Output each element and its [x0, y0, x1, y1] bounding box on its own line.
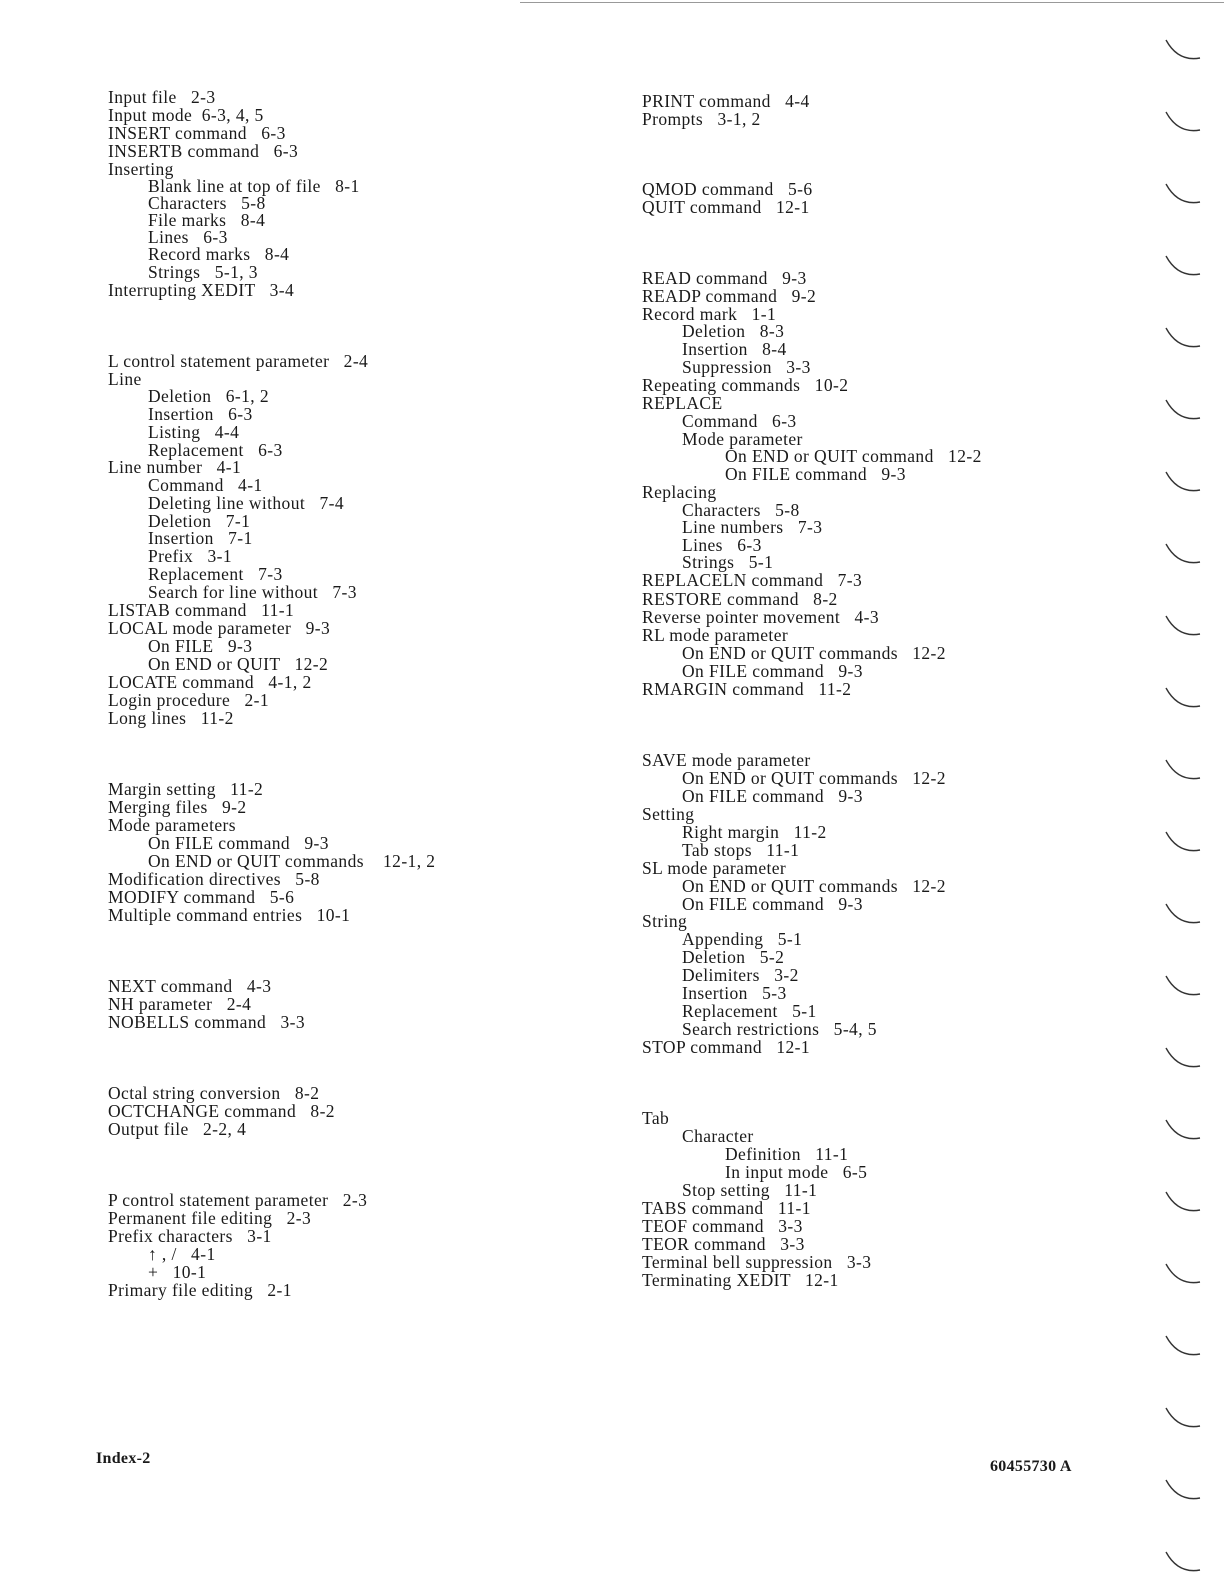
- binding-edge-marks: [1160, 0, 1224, 1580]
- index-entry: TEOF command 3-3: [642, 1216, 803, 1236]
- index-entry: MODIFY command 5-6: [108, 887, 295, 907]
- index-entry: Margin setting 11-2: [108, 779, 264, 799]
- index-entry: LISTAB command 11-1: [108, 600, 295, 620]
- index-subentry: On FILE command 9-3: [725, 464, 906, 484]
- index-subentry: Prefix 3-1: [148, 546, 233, 566]
- index-entry: STOP command 12-1: [642, 1037, 811, 1057]
- index-entry: INSERT command 6-3: [108, 123, 286, 143]
- binding-curve: [1166, 616, 1200, 635]
- index-entry: Merging files 9-2: [108, 797, 247, 817]
- index-entry: LOCATE command 4-1, 2: [108, 672, 312, 692]
- index-entry: Octal string conversion 8-2: [108, 1083, 320, 1103]
- index-entry: L control statement parameter 2-4: [108, 351, 369, 371]
- index-subentry: Suppression 3-3: [682, 357, 811, 377]
- index-entry: Permanent file editing 2-3: [108, 1208, 312, 1228]
- index-subentry: Replacement 7-3: [148, 564, 283, 584]
- index-subentry: Deletion 8-3: [682, 321, 785, 341]
- index-entry: Setting: [642, 804, 695, 824]
- index-entry: NOBELLS command 3-3: [108, 1012, 305, 1032]
- index-subentry: Delimiters 3-2: [682, 965, 799, 985]
- index-entry: LOCAL mode parameter 9-3: [108, 618, 331, 638]
- binding-curve: [1166, 112, 1200, 131]
- index-subentry: Right margin 11-2: [682, 822, 827, 842]
- index-subentry: On FILE 9-3: [148, 636, 253, 656]
- index-entry: OCTCHANGE command 8-2: [108, 1101, 335, 1121]
- index-entry: RL mode parameter: [642, 625, 789, 645]
- binding-curve: [1166, 1264, 1200, 1283]
- index-subentry: Blank line at top of file 8-1: [148, 176, 360, 196]
- index-subentry: Line numbers 7-3: [682, 517, 823, 537]
- index-subentry: In input mode 6-5: [725, 1162, 868, 1182]
- index-subentry: Deletion 7-1: [148, 511, 251, 531]
- binding-curve: [1166, 976, 1200, 995]
- index-subentry: ↑ , / 4-1: [148, 1244, 216, 1264]
- index-subentry: Definition 11-1: [725, 1144, 849, 1164]
- binding-curve: [1166, 544, 1200, 563]
- index-subentry: File marks 8-4: [148, 210, 266, 230]
- index-entry: Line: [108, 369, 142, 389]
- index-entry: Primary file editing 2-1: [108, 1280, 292, 1300]
- index-entry: Input mode 6-3, 4, 5: [108, 105, 264, 125]
- index-entry: Login procedure 2-1: [108, 690, 269, 710]
- index-subentry: On END or QUIT commands 12-1, 2: [148, 851, 436, 871]
- index-subentry: Characters 5-8: [682, 500, 800, 520]
- index-entry: Modification directives 5-8: [108, 869, 320, 889]
- index-subentry: On FILE command 9-3: [682, 786, 863, 806]
- binding-curve: [1166, 256, 1200, 275]
- index-entry: READ command 9-3: [642, 268, 807, 288]
- index-subentry: Appending 5-1: [682, 929, 803, 949]
- top-rule: [520, 2, 1224, 3]
- index-subentry: Insertion 8-4: [682, 339, 787, 359]
- index-subentry: Stop setting 11-1: [682, 1180, 818, 1200]
- index-subentry: Tab stops 11-1: [682, 840, 800, 860]
- binding-curve: [1166, 832, 1200, 851]
- binding-curve: [1166, 688, 1200, 707]
- index-entry: REPLACELN command 7-3: [642, 570, 863, 590]
- index-entry: Prefix characters 3-1: [108, 1226, 272, 1246]
- index-subentry: Lines 6-3: [148, 227, 228, 247]
- binding-curve: [1166, 328, 1200, 347]
- index-entry: Mode parameters: [108, 815, 236, 835]
- index-entry: Prompts 3-1, 2: [642, 109, 761, 129]
- binding-curve: [1166, 472, 1200, 491]
- index-entry: SAVE mode parameter: [642, 750, 811, 770]
- index-subentry: On END or QUIT commands 12-2: [682, 768, 946, 788]
- binding-curves-icon: [1160, 0, 1224, 1580]
- index-entry: Input file 2-3: [108, 87, 216, 107]
- index-subentry: Command 4-1: [148, 475, 263, 495]
- index-entry: Replacing: [642, 482, 717, 502]
- index-subentry: On END or QUIT commands 12-2: [682, 643, 946, 663]
- binding-curve: [1166, 1120, 1200, 1139]
- index-entry: Record mark 1-1: [642, 304, 777, 324]
- index-entry: Repeating commands 10-2: [642, 375, 849, 395]
- index-entry: NEXT command 4-3: [108, 976, 272, 996]
- binding-curve: [1166, 1408, 1200, 1427]
- index-entry: NH parameter 2-4: [108, 994, 252, 1014]
- index-entry: Terminal bell suppression 3-3: [642, 1252, 872, 1272]
- index-subentry: Search restrictions 5-4, 5: [682, 1019, 877, 1039]
- index-subentry: Lines 6-3: [682, 535, 762, 555]
- index-subentry: Listing 4-4: [148, 422, 240, 442]
- index-entry: P control statement parameter 2-3: [108, 1190, 368, 1210]
- index-subentry: Command 6-3: [682, 411, 797, 431]
- index-entry: Long lines 11-2: [108, 708, 234, 728]
- binding-curve: [1166, 760, 1200, 779]
- binding-curve: [1166, 1192, 1200, 1211]
- index-subentry: Insertion 5-3: [682, 983, 787, 1003]
- index-subentry: Record marks 8-4: [148, 244, 290, 264]
- index-subentry: Deleting line without 7-4: [148, 493, 344, 513]
- index-subentry: On END or QUIT commands 12-2: [682, 876, 946, 896]
- index-subentry: Insertion 6-3: [148, 404, 253, 424]
- index-subentry: On FILE command 9-3: [682, 661, 863, 681]
- page-label: Index-2: [96, 1450, 151, 1467]
- index-subentry: On END or QUIT 12-2: [148, 654, 329, 674]
- index-entry: Interrupting XEDIT 3-4: [108, 280, 295, 300]
- index-entry: SL mode parameter: [642, 858, 787, 878]
- index-entry: Inserting: [108, 159, 174, 179]
- index-subentry: Strings 5-1: [682, 552, 774, 572]
- binding-curve: [1166, 904, 1200, 923]
- index-entry: Output file 2-2, 4: [108, 1119, 247, 1139]
- index-subentry: Mode parameter: [682, 429, 803, 449]
- index-entry: REPLACE: [642, 393, 723, 413]
- index-subentry: Replacement 5-1: [682, 1001, 817, 1021]
- index-entry: QMOD command 5-6: [642, 179, 813, 199]
- document-number: 60455730 A: [990, 1458, 1072, 1475]
- binding-curve: [1166, 1048, 1200, 1067]
- index-entry: QUIT command 12-1: [642, 197, 810, 217]
- index-subentry: Deletion 5-2: [682, 947, 785, 967]
- index-entry: PRINT command 4-4: [642, 91, 810, 111]
- index-subentry: Replacement 6-3: [148, 440, 283, 460]
- index-entry: String: [642, 911, 688, 931]
- index-subentry: Search for line without 7-3: [148, 582, 357, 602]
- index-entry: RMARGIN command 11-2: [642, 679, 852, 699]
- index-subentry: Deletion 6-1, 2: [148, 386, 270, 406]
- index-entry: READP command 9-2: [642, 286, 817, 306]
- binding-curve: [1166, 184, 1200, 203]
- binding-curve: [1166, 1336, 1200, 1355]
- index-entry: TEOR command 3-3: [642, 1234, 805, 1254]
- index-subentry: Strings 5-1, 3: [148, 262, 258, 282]
- index-entry: Line number 4-1: [108, 457, 242, 477]
- index-subentry: On END or QUIT command 12-2: [725, 446, 982, 466]
- index-entry: Multiple command entries 10-1: [108, 905, 351, 925]
- index-subentry: Characters 5-8: [148, 193, 266, 213]
- index-entry: INSERTB command 6-3: [108, 141, 299, 161]
- index-subentry: + 10-1: [148, 1262, 207, 1282]
- binding-curve: [1166, 400, 1200, 419]
- index-subentry: Character: [682, 1126, 754, 1146]
- index-subentry: Insertion 7-1: [148, 528, 253, 548]
- binding-curve: [1166, 1552, 1200, 1571]
- index-entry: TABS command 11-1: [642, 1198, 811, 1218]
- index-entry: Tab: [642, 1108, 670, 1128]
- index-entry: RESTORE command 8-2: [642, 589, 838, 609]
- index-entry: Terminating XEDIT 12-1: [642, 1270, 839, 1290]
- index-subentry: On FILE command 9-3: [682, 894, 863, 914]
- index-entry: Reverse pointer movement 4-3: [642, 607, 880, 627]
- index-subentry: On FILE command 9-3: [148, 833, 329, 853]
- binding-curve: [1166, 1480, 1200, 1499]
- binding-curve: [1166, 40, 1200, 59]
